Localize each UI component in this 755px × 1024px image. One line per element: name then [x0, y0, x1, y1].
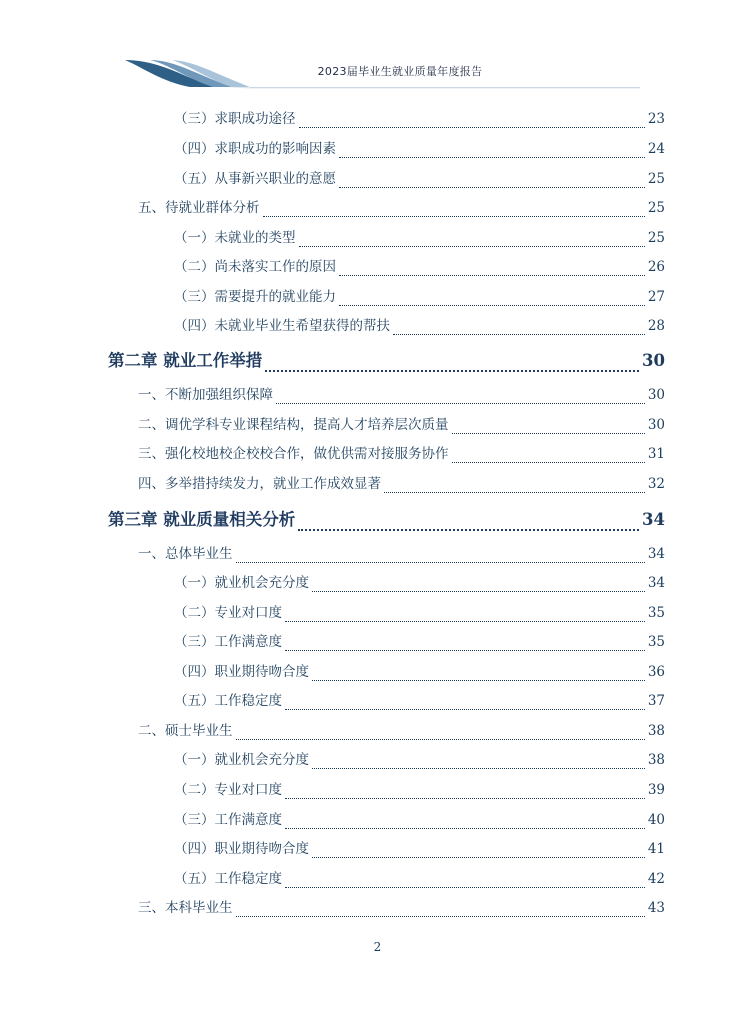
toc-entry-label: （一）未就业的类型	[174, 230, 296, 246]
dot-leader	[339, 263, 645, 276]
dot-leader	[285, 786, 645, 799]
toc-entry-label: 四、多举措持续发力，就业工作成效显著	[138, 476, 381, 492]
toc-entry[interactable]	[174, 750, 665, 770]
toc-entry-label: （四）职业期待吻合度	[174, 841, 309, 857]
toc-entry-label: （五）工作稳定度	[174, 871, 282, 887]
toc-entry-label: （四）职业期待吻合度	[174, 664, 309, 680]
toc-entry-page: 34	[647, 575, 665, 591]
toc-entry-label: （二）专业对口度	[174, 782, 282, 798]
dot-leader	[299, 234, 645, 247]
toc-entry[interactable]	[138, 385, 665, 405]
toc-entry-label: （四）求职成功的影响因素	[174, 141, 336, 157]
dot-leader	[298, 514, 639, 531]
dot-leader	[312, 668, 645, 681]
toc-entry[interactable]	[138, 415, 665, 435]
toc-entry-label: （四）未就业毕业生希望获得的帮扶	[174, 318, 390, 334]
dot-leader	[265, 355, 639, 372]
toc-entry-label: （一）就业机会充分度	[174, 752, 309, 768]
toc-entry[interactable]	[174, 228, 665, 248]
toc-entry-page: 28	[647, 318, 665, 334]
toc-entry[interactable]	[174, 662, 665, 682]
page-number: 2	[373, 940, 382, 954]
toc-entry-label: 二、硕士毕业生	[138, 723, 233, 739]
toc-entry[interactable]	[174, 780, 665, 800]
toc-entry-page: 27	[647, 289, 665, 305]
toc-entry[interactable]	[174, 691, 665, 711]
header-wave-decoration	[0, 0, 755, 100]
toc-entry-page: 38	[647, 723, 665, 739]
dot-leader	[285, 816, 645, 829]
toc-entry-page: 23	[647, 111, 665, 127]
toc-entry-page: 32	[647, 476, 665, 492]
toc-entry-page: 39	[647, 782, 665, 798]
toc-entry-page: 30	[647, 417, 665, 433]
dot-leader	[393, 322, 645, 335]
toc-entry-page: 34	[647, 546, 665, 562]
toc-chapter-page: 34	[642, 510, 665, 529]
toc-entry-label: （三）工作满意度	[174, 812, 282, 828]
toc-entry[interactable]	[174, 109, 665, 129]
dot-leader	[299, 115, 645, 128]
toc-entry[interactable]	[174, 139, 665, 159]
toc-entry[interactable]	[138, 444, 665, 464]
toc-entry-label: （五）从事新兴职业的意愿	[174, 171, 336, 187]
toc-entry[interactable]	[174, 287, 665, 307]
toc-entry[interactable]	[138, 474, 665, 494]
toc-entry-label: （三）工作满意度	[174, 634, 282, 650]
dot-leader	[276, 391, 645, 404]
dot-leader	[312, 845, 645, 858]
dot-leader	[236, 550, 645, 563]
toc-entry[interactable]	[174, 316, 665, 336]
toc-entry-page: 30	[647, 387, 665, 403]
dot-leader	[285, 609, 645, 622]
dot-leader	[285, 638, 645, 651]
toc-entry-page: 25	[647, 230, 665, 246]
dot-leader	[285, 875, 645, 888]
dot-leader	[384, 480, 645, 493]
toc-entry[interactable]	[138, 898, 665, 918]
dot-leader	[312, 756, 645, 769]
toc-entry-page: 35	[647, 634, 665, 650]
toc-entry-page: 38	[647, 752, 665, 768]
toc-chapter-entry[interactable]	[108, 348, 665, 374]
dot-leader	[339, 175, 645, 188]
dot-leader	[452, 421, 645, 434]
toc-chapter-label: 第三章 就业质量相关分析	[108, 510, 296, 529]
toc-entry-page: 41	[647, 841, 665, 857]
toc-entry-page: 42	[647, 871, 665, 887]
toc-entry-label: 二、调优学科专业课程结构，提高人才培养层次质量	[138, 417, 449, 433]
toc-entry[interactable]	[174, 169, 665, 189]
toc-entry-label: （五）工作稳定度	[174, 693, 282, 709]
toc-entry-page: 25	[647, 200, 665, 216]
toc-entry-label: （二）专业对口度	[174, 605, 282, 621]
toc-entry-label: （三）求职成功途径	[174, 111, 296, 127]
toc-entry-page: 43	[647, 900, 665, 916]
toc-entry-label: 三、强化校地校企校校合作，做优供需对接服务协作	[138, 446, 449, 462]
toc-entry-page: 37	[647, 693, 665, 709]
dot-leader	[312, 579, 645, 592]
toc-entry-label: （三）需要提升的就业能力	[174, 289, 336, 305]
toc-entry-page: 31	[647, 446, 665, 462]
toc-entry-label: 一、总体毕业生	[138, 546, 233, 562]
toc-chapter-page: 30	[642, 351, 665, 370]
toc-entry-page: 35	[647, 605, 665, 621]
dot-leader	[236, 727, 645, 740]
toc-entry[interactable]	[174, 810, 665, 830]
toc-entry-label: （一）就业机会充分度	[174, 575, 309, 591]
dot-leader	[285, 697, 645, 710]
toc-entry[interactable]	[174, 573, 665, 593]
dot-leader	[339, 293, 645, 306]
toc-entry-label: 五、待就业群体分析	[138, 200, 260, 216]
page-header	[0, 0, 755, 100]
toc-chapter-label: 第二章 就业工作举措	[108, 351, 263, 370]
toc-entry[interactable]	[174, 257, 665, 277]
toc-entry-label: 一、不断加强组织保障	[138, 387, 273, 403]
toc-entry-page: 40	[647, 812, 665, 828]
toc-entry-page: 26	[647, 259, 665, 275]
dot-leader	[452, 450, 645, 463]
toc-entry[interactable]	[174, 632, 665, 652]
dot-leader	[339, 145, 645, 158]
toc-entry[interactable]	[138, 721, 665, 741]
dot-leader	[236, 904, 645, 917]
toc-entry[interactable]	[138, 544, 665, 564]
toc-entry[interactable]	[174, 839, 665, 859]
toc-entry-page: 24	[647, 141, 665, 157]
toc-entry[interactable]	[138, 198, 665, 218]
toc-entry-page: 25	[647, 171, 665, 187]
toc-entry-label: （二）尚未落实工作的原因	[174, 259, 336, 275]
dot-leader	[263, 204, 645, 217]
header-title: 2023届毕业生就业质量年度报告	[317, 65, 483, 78]
toc-entry-label: 三、本科毕业生	[138, 900, 233, 916]
toc-chapter-entry[interactable]	[108, 507, 665, 533]
toc-entry[interactable]	[174, 869, 665, 889]
toc-entry[interactable]	[174, 603, 665, 623]
toc-entry-page: 36	[647, 664, 665, 680]
